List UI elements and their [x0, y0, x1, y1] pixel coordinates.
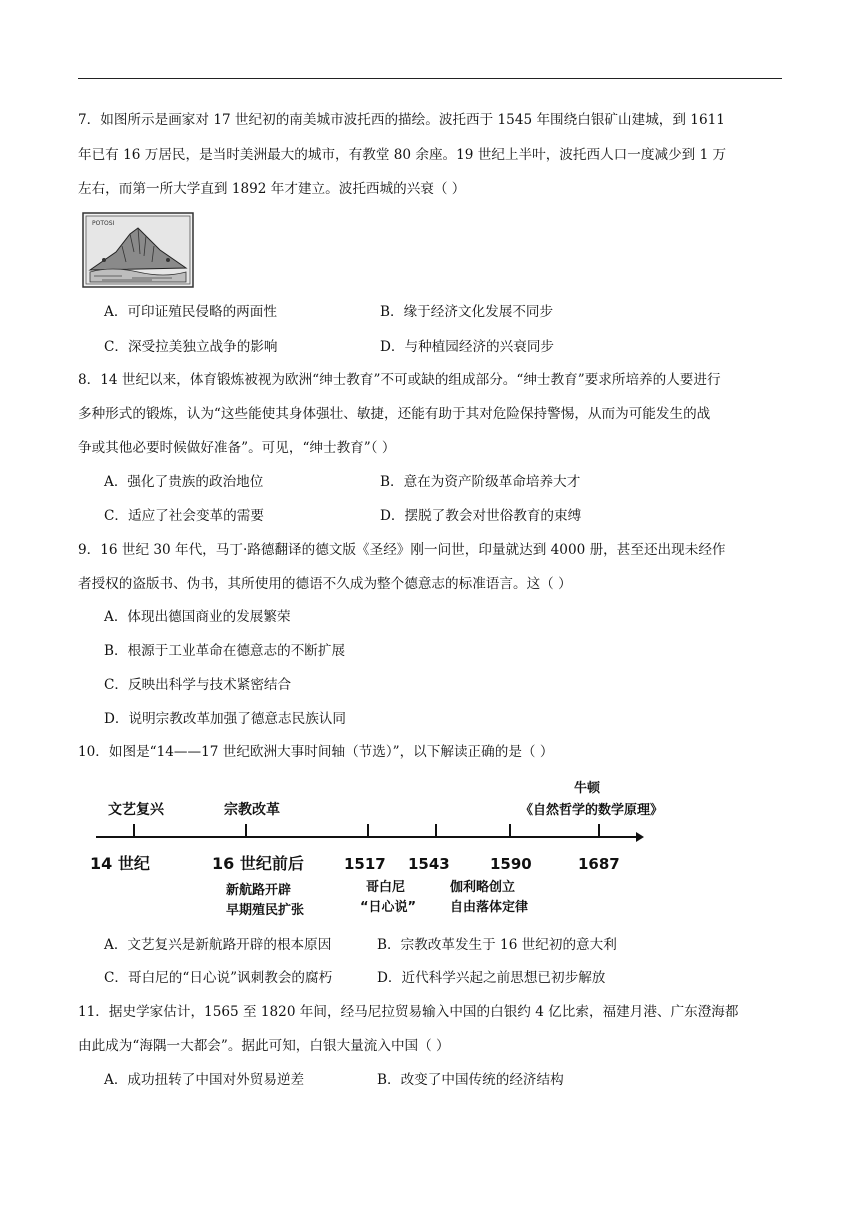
event-copernicus: 哥白尼	[366, 880, 406, 895]
timeline-point-label: 1590	[490, 855, 532, 873]
timeline-point-label: 1687	[578, 855, 620, 873]
europe-timeline-figure	[84, 774, 684, 924]
q9-option-c: C．反映出科学与技术紧密结合	[104, 677, 292, 693]
q9-option-a: A．体现出德国商业的发展繁荣	[104, 609, 291, 625]
q7-option-a: A．可印证殖民侵略的两面性	[104, 304, 277, 320]
event-free-fall: 自由落体定律	[450, 900, 529, 915]
timeline-point-label: 1517	[344, 855, 386, 873]
q7-option-d: D．与种植园经济的兴衰同步	[380, 339, 555, 355]
q10-option-a: A．文艺复兴是新航路开辟的根本原因	[104, 937, 332, 953]
event-new-routes: 新航路开辟	[226, 883, 292, 898]
q9-stem-line-2: 者授权的盗版书、伪书，其所使用的德语不久成为整个德意志的标准语言。这（ ）	[78, 576, 572, 592]
event-renaissance: 文艺复兴	[108, 802, 164, 818]
q7-stem-line-1: 7．如图所示是画家对 17 世纪初的南美城市波托西的描绘。波托西于 1545 年围绕白银矿山建城，到 1611	[78, 112, 725, 128]
q7-stem-line-2: 年已有 16 万居民，是当时美洲最大的城市，有教堂 80 余座。19 世纪上半叶，波托西人口一度减少到 1 万	[78, 147, 727, 163]
q10-option-d: D．近代科学兴起之前思想已初步解放	[377, 970, 606, 986]
timeline-point-label: 1543	[408, 855, 450, 873]
timeline-point-label: 16 世纪前后	[212, 854, 304, 873]
q8-stem-line-3: 争或其他必要时候做好准备”。可见，“绅士教育”（ ）	[78, 440, 396, 456]
q7-stem-line-3: 左右，而第一所大学直到 1892 年才建立。波托西城的兴衰（ ）	[78, 181, 466, 197]
q11-stem-line-2: 由此成为“海隅一大都会”。据此可知，白银大量流入中国（ ）	[78, 1038, 450, 1054]
q9-option-d: D．说明宗教改革加强了德意志民族认同	[104, 711, 346, 727]
event-newton: 牛顿	[574, 781, 601, 796]
q7-option-c: C．深受拉美独立战争的影响	[104, 339, 278, 355]
q10-option-b: B．宗教改革发生于 16 世纪初的意大利	[377, 937, 617, 953]
q10-option-c: C．哥白尼的“日心说”讽刺教会的腐朽	[104, 970, 333, 986]
q8-option-b: B．意在为资产阶级革命培养大才	[380, 474, 581, 490]
timeline-arrow	[636, 832, 644, 842]
image-caption: POTOSI	[92, 220, 115, 227]
event-principia: 《自然哲学的数学原理》	[520, 803, 664, 818]
q10-stem-line-1: 10．如图是“14——17 世纪欧洲大事时间轴（节选）”，以下解读正确的是（ ）	[78, 744, 554, 760]
q8-stem-line-1: 8．14 世纪以来，体育锻炼被视为欧洲“绅士教育”不可或缺的组成部分。“绅士教育”要求所培养的人要进行	[78, 372, 721, 388]
q11-stem-line-1: 11．据史学家估计，1565 至 1820 年间，经马尼拉贸易输入中国的白银约 4 亿比索，福建月港、广东澄海都	[78, 1004, 739, 1020]
event-galileo: 伽利略创立	[450, 880, 516, 895]
q11-option-b: B．改变了中国传统的经济结构	[377, 1072, 564, 1088]
event-heliocentrism: “日心说”	[360, 900, 417, 915]
q7-option-b: B．缘于经济文化发展不同步	[380, 304, 554, 320]
q8-option-c: C．适应了社会变革的需要	[104, 508, 264, 524]
header-rule	[78, 78, 782, 79]
q9-option-b: B．根源于工业革命在德意志的不断扩展	[104, 643, 346, 659]
potosi-engraving-image	[82, 212, 194, 288]
q11-option-a: A．成功扭转了中国对外贸易逆差	[104, 1072, 305, 1088]
q8-option-d: D．摆脱了教会对世俗教育的束缚	[380, 508, 582, 524]
q9-stem-line-1: 9．16 世纪 30 年代，马丁·路德翻译的德文版《圣经》刚一问世，印量就达到 4000 册，甚至还出现未经作	[78, 542, 726, 558]
timeline-point-label: 14 世纪	[90, 854, 150, 873]
q8-stem-line-2: 多种形式的锻炼，认为“这些能使其身体强壮、敏捷，还能有助于其对危险保持警惕，从而为可能发生的战	[78, 406, 711, 422]
q8-option-a: A．强化了贵族的政治地位	[104, 474, 264, 490]
event-reformation: 宗教改革	[224, 802, 280, 818]
event-colonial-expansion: 早期殖民扩张	[226, 903, 305, 918]
